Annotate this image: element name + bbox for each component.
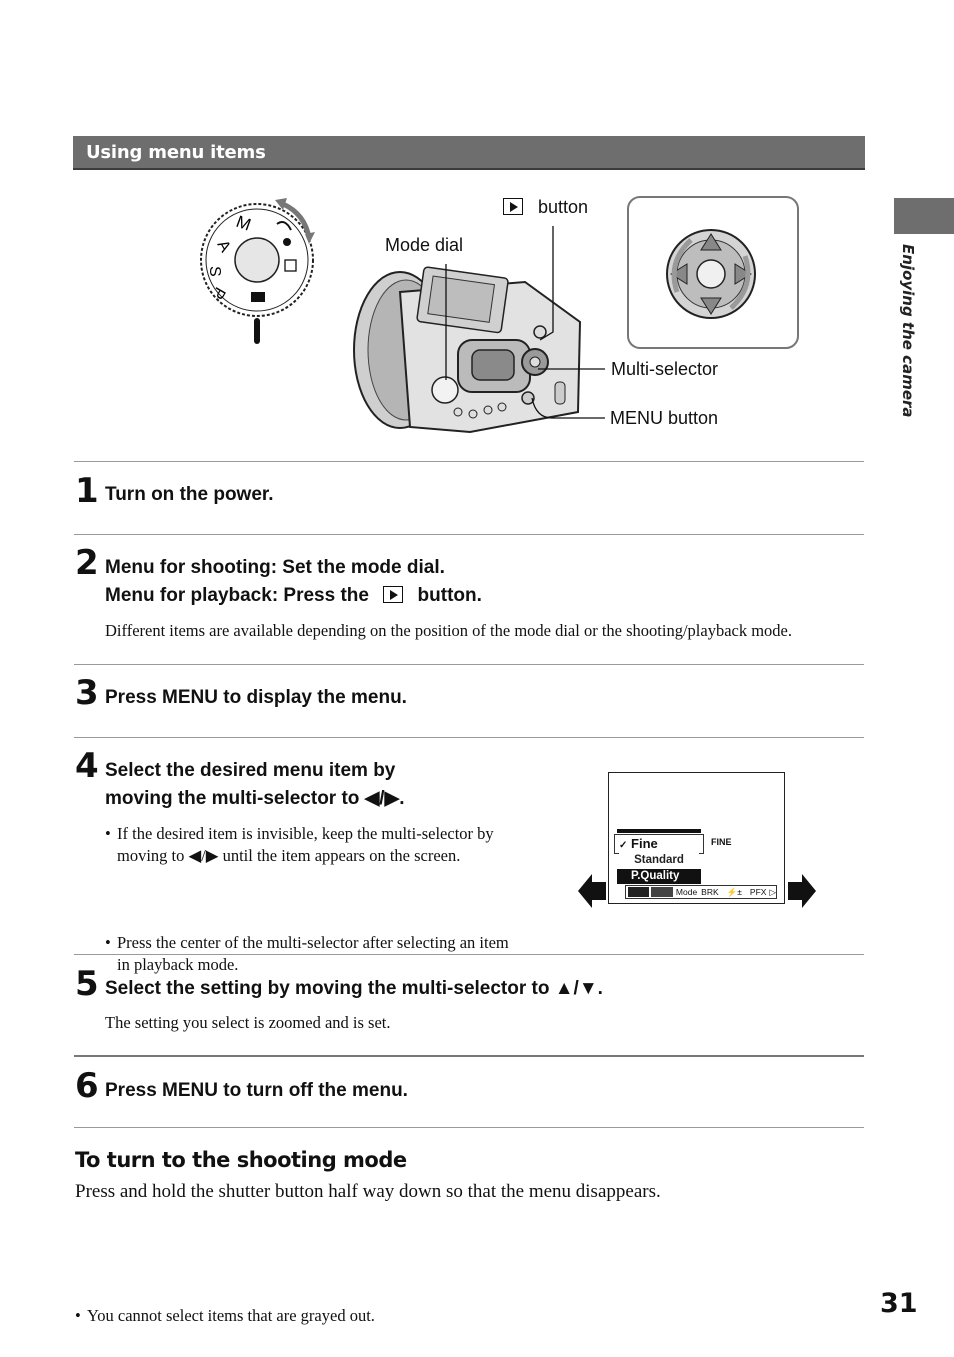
divider [74, 1055, 864, 1057]
section-title: Using menu items [86, 142, 266, 163]
step-number: 2 [75, 543, 99, 583]
play-icon [383, 586, 403, 603]
divider [74, 664, 864, 665]
menu-bar-flash: ⚡± [726, 887, 742, 897]
step-number: 6 [75, 1066, 99, 1106]
step-number: 3 [75, 673, 99, 713]
dial-letter-s: S [206, 266, 223, 277]
subsection-heading: To turn to the shooting mode [75, 1148, 407, 1172]
step-text: Turn on the power. [105, 484, 274, 505]
step-text: Press MENU to display the menu. [105, 687, 407, 708]
divider [74, 737, 864, 738]
step-number: 5 [75, 964, 99, 1004]
mode-dial-label: Mode dial [385, 235, 464, 255]
multi-selector-detail [627, 196, 800, 351]
play-button-callout [503, 197, 588, 218]
divider [74, 1127, 864, 1128]
chevron-right-icon: ▷ [769, 887, 776, 897]
mode-dial-illustration [195, 196, 325, 346]
step-note: Different items are available depending on the position of the mode dial or the shooting/playback mode. [105, 621, 793, 640]
step-text: moving the multi-selector to ◀/▶. [105, 788, 405, 809]
night-icon [283, 238, 291, 246]
step-text-playback [105, 582, 482, 610]
right-arrow-icon [786, 872, 818, 910]
page-number: 31 [880, 1288, 918, 1319]
subsection-text: Press and hold the shutter button half way down so that the menu disappears. [75, 1181, 661, 1202]
step-bullet: • Press the center of the multi-selector after selecting an item in playback mode. [105, 932, 512, 975]
side-tab-marker [894, 198, 954, 234]
menu-item-selected[interactable]: P.Quality [617, 869, 701, 884]
lcd-screen [608, 772, 785, 904]
section-header [73, 136, 865, 170]
step-text: Select the desired menu item by [105, 760, 396, 781]
play-button-label: button [538, 197, 589, 217]
callout-lines [440, 222, 610, 422]
dial-letter-a: A [213, 237, 234, 256]
lcd-menu-bar [625, 885, 777, 899]
step-text-part: button. [417, 585, 482, 606]
camera-mode-icon [251, 292, 265, 302]
divider [74, 534, 864, 535]
step-text: Press MENU to turn off the menu. [105, 1080, 408, 1101]
divider [74, 954, 864, 955]
menu-bar-icon [651, 887, 672, 897]
menu-bar-brk: BRK [701, 887, 719, 897]
step-note: The setting you select is zoomed and is set. [105, 1013, 391, 1032]
step-number: 1 [75, 471, 99, 511]
menu-bar-pfx: PFX [749, 887, 767, 897]
step-bullet: • If the desired item is invisible, keep the multi-selector by moving to ◀/▶ until the item appears on the screen. [105, 823, 512, 866]
menu-option-standard[interactable]: Standard [619, 853, 699, 868]
dial-index-mark [254, 318, 260, 344]
dial-letter-m: M [233, 211, 254, 235]
menu-bar-icon [628, 887, 649, 897]
menu-bar-mode: Mode [675, 887, 698, 897]
step-number: 4 [75, 746, 99, 786]
menu-option-label: Fine [631, 836, 658, 851]
menu-button-label: MENU button [610, 408, 719, 428]
step-text-part: Menu for playback: Press the [105, 585, 369, 606]
left-arrow-icon [576, 872, 608, 910]
dial-letter-p: P [208, 284, 229, 302]
note-bullet: • You cannot select items that are grayed out. [75, 1305, 954, 1327]
divider [74, 461, 864, 462]
quality-indicator: FINE [711, 837, 732, 847]
step-text: Menu for shooting: Set the mode dial. [105, 557, 445, 578]
step-text: Select the setting by moving the multi-selector to ▲/▼. [105, 978, 603, 999]
side-tab-label: Enjoying the camera [899, 244, 917, 418]
checkmark-icon: ✓ [619, 840, 628, 851]
side-tab [897, 244, 919, 418]
menu-option-fine[interactable] [614, 834, 704, 854]
play-icon [503, 198, 523, 215]
multi-selector-label: Multi-selector [611, 359, 719, 379]
